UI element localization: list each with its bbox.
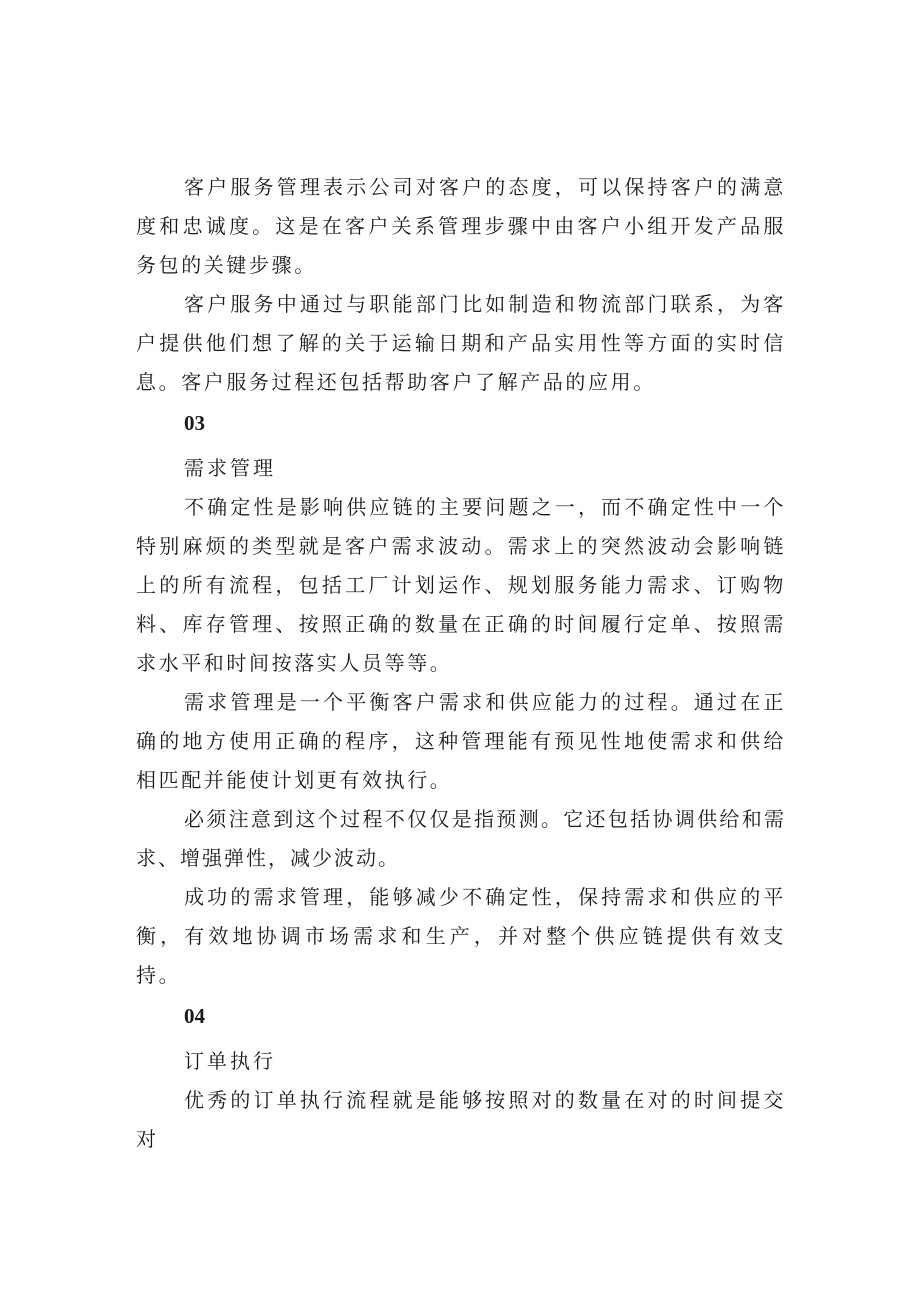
paragraph-demand-1: 不确定性是影响供应链的主要问题之一，而不确定性中一个特别麻烦的类型就是客户需求波动。需求上的突然波动会影响链上的所有流程，包括工厂计划运作、规划服务能力需求、订购物料、库存管理、按照正确的数量在正确的时间履行定单、按照需求水平和时间按落实人员等等。: [136, 495, 786, 675]
section-number-03: 03: [184, 411, 205, 435]
paragraph-customer-service-1: 客户服务管理表示公司对客户的态度，可以保持客户的满意度和忠诚度。这是在客户关系管理步骤中由客户小组开发产品服务包的关键步骤。: [136, 175, 786, 277]
paragraph-demand-3: 必须注意到这个过程不仅仅是指预测。它还包括协调供给和需求、增强弹性，减少波动。: [136, 807, 786, 870]
section-title-order-fulfillment: 订单执行: [184, 1049, 276, 1073]
paragraph-customer-service-2: 客户服务中通过与职能部门比如制造和物流部门联系，为客户提供他们想了解的关于运输日期和产品实用性等方面的实时信息。客户服务过程还包括帮助客户了解产品的应用。: [136, 292, 786, 394]
section-title-demand-management: 需求管理: [184, 456, 276, 480]
paragraph-demand-4: 成功的需求管理，能够减少不确定性，保持需求和供应的平衡，有效地协调市场需求和生产，并对整个供应链提供有效支持。: [136, 885, 786, 987]
paragraph-order-1: 优秀的订单执行流程就是能够按照对的数量在对的时间提交对: [136, 1088, 786, 1151]
document-page: [136, 168, 786, 1159]
paragraph-demand-2: 需求管理是一个平衡客户需求和供应能力的过程。通过在正确的地方使用正确的程序，这种管理能有预见性地使需求和供给相匹配并能使计划更有效执行。: [136, 690, 786, 792]
section-number-04: 04: [184, 1004, 205, 1028]
